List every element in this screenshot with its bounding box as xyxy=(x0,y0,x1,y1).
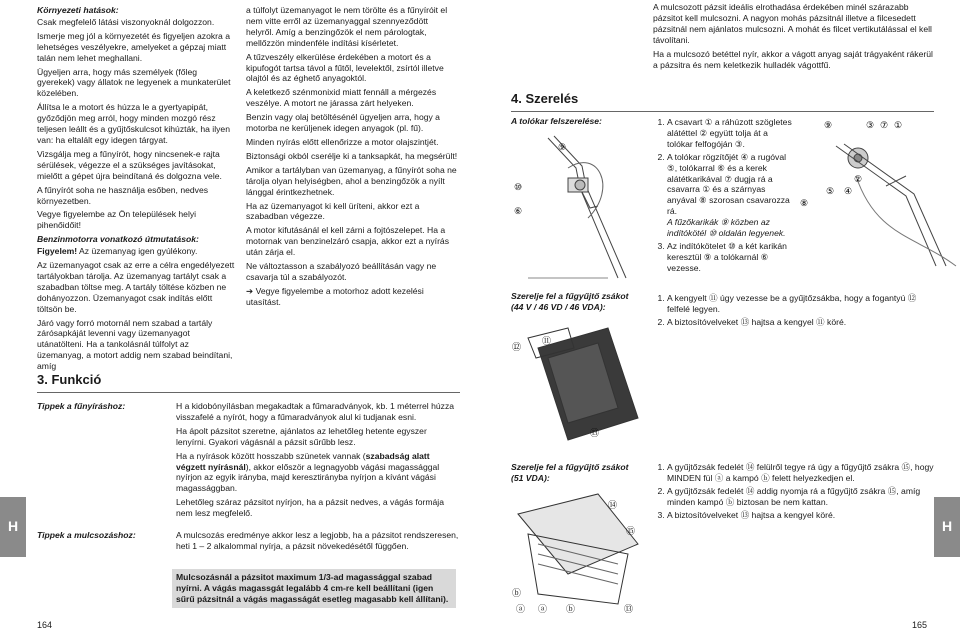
env-heading: Környezeti hatások: xyxy=(37,5,119,15)
bag2-figure xyxy=(508,484,650,616)
bag1-heading-line1: Szerelje fel a fűgyűjtő zsákot xyxy=(511,291,629,301)
tips-mulch-body xyxy=(176,530,459,555)
fig-label-5: ⑤ xyxy=(826,186,835,196)
fig-label-1: ① xyxy=(894,120,903,130)
col1-p4: Állítsa le a motort és húzza le a gyertyapipát, győződjön meg arról, hogy minden mozgó rész teljesen leállt és a gyűjtőskulcsot kihúzták, ha ilyen van: ha eltalált egy idegen tárgyat. xyxy=(37,102,230,145)
tips-mow-p3-c: ), akkor először a legnagyobb vágási magassággal nyírjon az egyik irányba, majd keresztirányba nyírjon a kívánt vágási magassággban. xyxy=(176,461,440,494)
col2-p4: Benzin vagy olaj betöltésénél ügyeljen arra, hogy a motorba ne kerüljenek idegen anyagok (pl. fű). xyxy=(246,112,440,134)
tips-mow-p3-a: Ha a nyírások között hosszabb szünetek vannak ( xyxy=(176,450,366,461)
tips-mow-p1: H a kidobónyílásban megakadtak a fűmaradványok, kb. 1 méterrel húzza visszafelé a nyírót, hogy a fűmaradványok alul ki tudjanak esni. xyxy=(176,401,455,422)
handle-step-2 xyxy=(667,152,796,239)
tips-mow-p3-b: szabadság alatt végzett nyírásnál xyxy=(176,450,430,472)
env-p2: Ismerje meg jól a környezetét és figyeljen azokra a lehetséges veszélyekre, amelyeket a gépzaj miatt talán nem lehet meghallani. xyxy=(37,30,230,63)
fuel-p3: Járó vagy forró motornál nem szabad a tartály zárósapkáját levenni vagy üzemanyagot utánatölteni. Ha a tankolásnál túlfolyt az üzemanyag, a motort addig nem szabad beindítani, amíg xyxy=(37,317,233,372)
right-p2: Ha a mulcsozó betéttel nyír, akkor a vágott anyag saját trágyaként rákerül a pázsitra és nem keletkezik hulladék vágottfű. xyxy=(653,48,933,70)
col2-p5: Minden nyírás előtt ellenőrizze a motor olajszintjét. xyxy=(246,136,439,147)
bag2-heading-line2: (51 VDA): xyxy=(511,473,550,484)
col2-p2: A tűzveszély elkerülése érdekében a motort és a kipufogót tartsa távol a fűtől, levelektől, zsírtól illetve olajtól és az éghető anyagoktól. xyxy=(246,51,444,84)
left-column-2 xyxy=(246,5,458,311)
handle-step-2-text: A tolókar rögzítőjét ④ a rugóval ⑤, tolókarral ⑥ és a kerek alátétkarikával ⑦ dugja rá a csavarra ① és a szárnyas anyával ⑧ szorosan csavarozza rá. xyxy=(667,151,790,217)
fuel-p1 xyxy=(37,246,237,257)
fig-label-13b: ⑬ xyxy=(624,604,634,614)
tips-mulch-heading: Tippek a mulcsozáshoz: xyxy=(37,530,136,540)
fig-label-10: ⑩ xyxy=(514,182,523,192)
bag1-steps xyxy=(654,293,939,330)
fig-label-12: ⑫ xyxy=(512,342,522,352)
function-heading: 3. Funkció xyxy=(37,372,102,387)
left-side-tab: H xyxy=(0,497,26,557)
bag2-step-2: 2. A gyűjtőzsák fedelét ⑭ addig nyomja rá a fűgyűjtő zsákra ⑮, amíg minden kampó ⓑ biztosan be nem kattan. xyxy=(667,486,939,508)
bag1-heading-line2: (44 V / 46 VD / 46 VDA): xyxy=(511,302,606,313)
fig-label-4: ④ xyxy=(844,186,853,196)
handle-steps xyxy=(654,117,796,276)
col2-p9: A motor kifutásánál el kell zárni a fojtószelepet. Ha a motornak van benzinelzáró csapja, akkor ezt a nyírás után zárja el. xyxy=(246,225,450,258)
bag2-heading-line1: Szerelje fel a fűgyűjtő zsákot xyxy=(511,462,629,472)
col2-p10: Ne változtasson a szabályozó beállításán vagy ne csavarja túl a szabályozót. xyxy=(246,261,437,282)
fig-label-b2: ⓑ xyxy=(512,588,522,598)
bag2-step-3: 3. A biztosítóvelveket ⑬ hajtsa a kengyel köré. xyxy=(667,510,939,521)
right-p1: A mulcsozott pázsit ideális elrothadása érdekében minél szárazabb pázsitot kell mulcsozni. A nagyon mohás pázsitnál illetve a filcesedett pázsitnál nem ajánlatos mulcsozni. A mohát és filcet vertikutálással el kell távolítani. xyxy=(653,2,932,45)
tips-mow-body xyxy=(176,401,459,522)
fuel-p1-rest: Az üzemanyag igen gyúlékony. xyxy=(77,246,198,257)
fig-label-3: ③ xyxy=(866,120,875,130)
tips-mow-p2: Ha ápolt pázsitot szeretne, ajánlatos az lehetőleg hetente egyszer lenyírni. Gyakori vágásnál a pázsit sűrűbb lesz. xyxy=(176,425,427,447)
fig-label-2: ② xyxy=(854,174,863,184)
fig-label-13a: ⑬ xyxy=(590,428,600,438)
right-side-tab: H xyxy=(934,497,960,557)
bag1-step-2: 2. A biztosítóvelveket ⑬ hajtsa a kengyel ⑪ köré. xyxy=(667,317,939,328)
fig-label-6: ⑥ xyxy=(514,206,523,216)
fuel-p2: Az üzemanyagot csak az erre a célra engedélyezett tartályokban tárolja. Az üzemanyag tartályt csak a szabadban töltse meg. A tartály töltése közben ne dohányozzon. Üzemanyagot csak indítás előtt töltsön be. xyxy=(37,260,235,314)
col2-p11: ➔ Vegye figyelembe a motorhoz adott kezelési utasítást. xyxy=(246,285,424,307)
bag1-heading xyxy=(511,291,628,313)
fig-label-9b: ⑨ xyxy=(824,120,833,130)
fig-label-8: ⑧ xyxy=(800,198,809,208)
handle-figure xyxy=(508,128,650,288)
bag1-step-1: 1. A kengyelt ⑪ úgy vezesse be a gyűjtőzsákba, hogy a fogantyú ⑫ felfelé legyen. xyxy=(667,293,939,315)
left-page-number: 164 xyxy=(37,620,53,630)
function-rule xyxy=(37,392,460,393)
env-p3: Ügyeljen arra, hogy más személyek (főleg gyerekek) vagy állatok ne legyenek a munkaterület közelében. xyxy=(37,66,231,99)
handle-step-1: 1. A csavart ① a ráhúzott szögletes alátéttel ② együtt tolja át a tolókar felfogóján ③. xyxy=(667,117,796,150)
left-column-1 xyxy=(37,5,237,375)
fuel-warning: Figyelem! xyxy=(37,246,78,257)
bag2-steps xyxy=(654,462,939,523)
col2-p3: A keletkező szénmonixid miatt fennáll a mérgezés veszélye. A motort ne járassa zárt helyeken. xyxy=(246,87,437,109)
col2-p6: Biztonsági okból cserélje ki a tanksapkát, ha megsérült! xyxy=(246,150,458,161)
fig-label-a1: ⓐ xyxy=(516,604,526,614)
bag2-step-1: 1. A gyűjtőzsák fedelét ⑭ felülről tegye rá úgy a fűgyűjtő zsákra ⑮, hogy MINDEN fül ⓐ a kampó ⓑ felett helyezkedjen el. xyxy=(667,462,939,484)
col1-p7: Vegye figyelembe az Ön települések helyi pihenőidőit! xyxy=(37,209,197,231)
fuel-heading: Benzinmotorra vonatkozó útmutatások: xyxy=(37,234,199,245)
handle-step-3: 3. Az indítókötelet ⑩ a két karikán keresztül ⑨ a tolókarnál ⑥ vezesse. xyxy=(667,241,796,274)
fig-label-7: ⑦ xyxy=(880,120,889,130)
fig-label-14: ⑭ xyxy=(608,500,618,510)
bag2-heading xyxy=(511,462,628,484)
detail-figure xyxy=(796,116,960,276)
tips-mow-heading: Tippek a fűnyíráshoz: xyxy=(37,401,126,411)
fig-label-11: ⑪ xyxy=(542,336,552,346)
tips-mulch-p1: A mulcsozás eredménye akkor lesz a legjobb, ha a pázsitot rendszeresen, heti 1 – 2 alkalommal nyírja, a pázsit növekedésétől függően. xyxy=(176,530,459,551)
col2-p1: a túlfolyt üzemanyagot le nem törölte és a fűnyíróit el nem vitte erről az üzemanyaggal szennyeződött helyről. Amíg a benzingőzök el nem párologtak, mellőzzön mindenféle indítási kísérletet. xyxy=(246,5,448,48)
bag1-figure xyxy=(508,318,650,444)
fig-label-9a: ⑨ xyxy=(558,142,567,152)
fig-label-15: ⑮ xyxy=(626,526,636,536)
col2-p8: Ha az üzemanyagot ki kell üríteni, akkor ezt a szabadban végezze. xyxy=(246,200,420,222)
right-page-number: 165 xyxy=(912,620,928,630)
handle-heading: A tolókar felszerelése: xyxy=(511,116,602,126)
right-top-text xyxy=(653,2,933,73)
handle-step-note: A fűzőkarikák ⑨ közben az indítókötél ⑩ oldalán legyenek. xyxy=(667,217,786,239)
tips-mow-p3 xyxy=(176,451,459,495)
env-p1: Csak megfelelő látási viszonyoknál dolgozzon. xyxy=(37,16,215,27)
col2-p7: Amikor a tartályban van üzemanyag, a fűnyírót soha ne tárolja olyan helyiségben, ahol a benzingőzök a nyílt lánggal érintkezhetnek. xyxy=(246,164,457,197)
col1-p5: Vizsgálja meg a fűnyírót, hogy nincsenek-e rajta sérülések, végezze el a szükséges javításokat, mielőtt a gépet újra beindítaná és dolgozna vele. xyxy=(37,148,222,181)
fig-label-a2: ⓐ xyxy=(538,604,548,614)
mulch-note-box: Mulcsozásnál a pázsitot maximum 1/3-ad magassággal szabad nyírni. A vágás magassgát legalább 4 cm-re kell beállítani (igen sűrű pázsitnál a vágás magasságát esetleg magasabb kell állítani). xyxy=(172,569,456,608)
col1-p6: A fűnyírót soha ne használja esőben, nedves környezetben. xyxy=(37,184,209,206)
assembly-rule xyxy=(511,111,934,112)
assembly-heading: 4. Szerelés xyxy=(511,91,579,106)
fig-label-b1: ⓑ xyxy=(566,604,576,614)
tips-mow-p4: Lehetőleg száraz pázsitot nyírjon, ha a pázsit nedves, a vágás formája nem lesz megfelelő. xyxy=(176,497,444,519)
